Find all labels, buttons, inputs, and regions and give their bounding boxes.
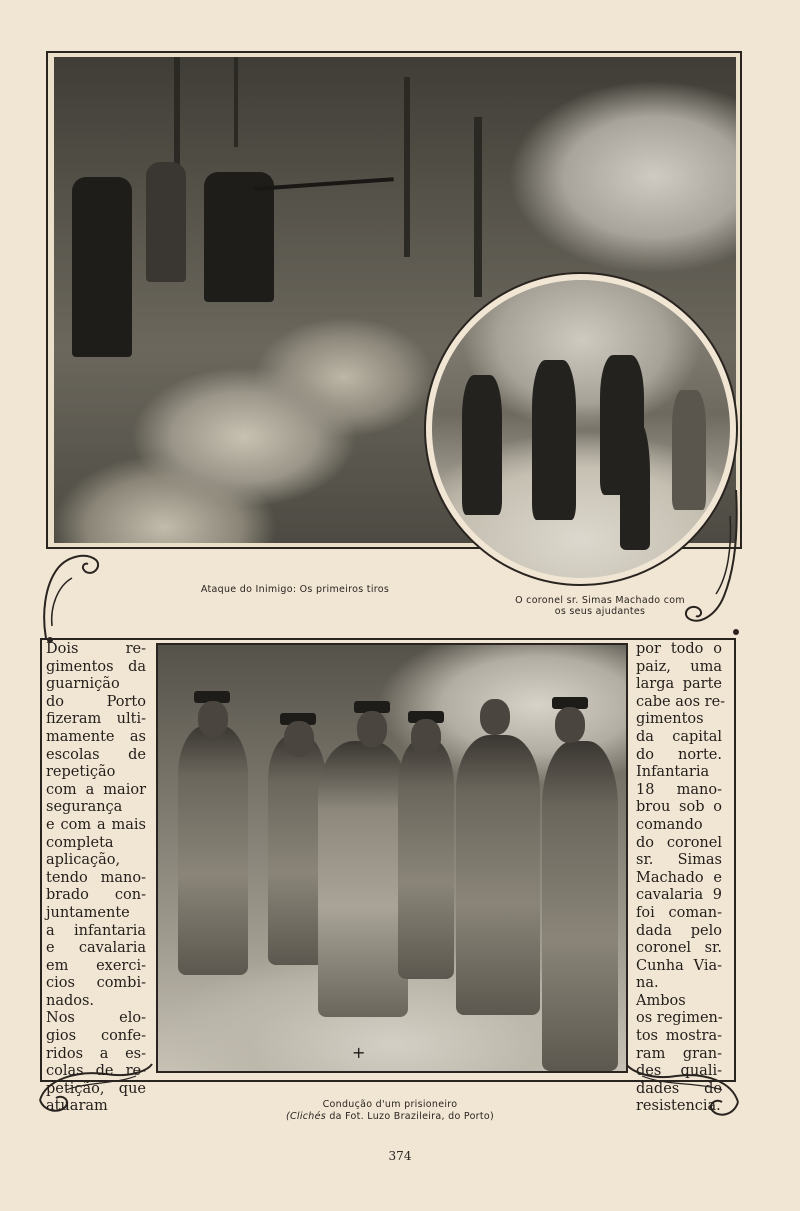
article-line: larga parte: [636, 676, 722, 693]
caption-credit-italic: (Clichés: [285, 1111, 326, 1122]
article-right-column: [636, 641, 726, 1116]
article-line: gios confe-: [46, 1028, 146, 1045]
photo-prisoner-escort: [156, 643, 628, 1073]
article-line: petição, que: [46, 1080, 146, 1097]
bottom-photo-caption: [200, 1099, 580, 1123]
article-line: completa: [46, 834, 114, 851]
article-line: do Porto: [46, 693, 146, 710]
article-line: Nos elo-: [46, 1010, 146, 1027]
article-line: ridos a es-: [46, 1045, 146, 1062]
article-line: do coronel: [636, 834, 722, 851]
article-line: por todo o: [636, 641, 722, 657]
article-line: Infantaria: [636, 764, 710, 781]
horse-rider: [462, 375, 502, 515]
article-line: e cavalaria: [46, 940, 146, 957]
circle-photo-caption: [490, 595, 710, 617]
article-line: segurança: [46, 799, 123, 816]
soldier-figure: [398, 739, 454, 979]
tree-trunk: [404, 77, 410, 257]
article-line: mamente as: [46, 728, 146, 745]
article-line: tos mostra-: [636, 1028, 722, 1045]
article-line: Ambos: [636, 992, 686, 1009]
article-line: os regimen-: [636, 1010, 723, 1027]
article-line: tendo mano-: [46, 869, 146, 886]
article-line: Machado e: [636, 869, 722, 886]
article-line: comando: [636, 816, 703, 833]
article-line: e com a mais: [46, 816, 146, 833]
soldier-head: [411, 719, 441, 755]
article-line: juntamente: [46, 904, 130, 921]
article-line: des quali-: [636, 1063, 722, 1080]
soldier-figure: [542, 741, 618, 1071]
article-line: 18 mano-: [636, 781, 722, 798]
article-line: Dois re-: [46, 641, 146, 657]
photo-mark: +: [352, 1043, 366, 1062]
article-line: brou sob o: [636, 799, 722, 816]
rifle: [254, 177, 394, 191]
caption-line: os seus ajudantes: [554, 606, 646, 617]
top-photo-caption: Ataque do Inimigo: Os primeiros tiros: [200, 584, 390, 595]
article-line: com a maior: [46, 781, 146, 798]
left-scroll-ornament: [38, 546, 102, 646]
soldier-figure: [178, 725, 248, 975]
soldier-head: [198, 701, 228, 737]
tree-trunk: [234, 57, 238, 147]
article-line: dada pelo: [636, 922, 722, 939]
article-line: escolas de: [46, 746, 146, 763]
article-line: paiz, uma: [636, 658, 722, 675]
article-line: fizeram ulti-: [46, 711, 146, 728]
page-number: 374: [388, 1149, 412, 1163]
caption-line: O coronel sr. Simas Machado com: [515, 595, 685, 606]
prisoner-figure: [318, 741, 408, 1017]
article-line: da capital: [636, 728, 722, 745]
soldier-head: [480, 699, 510, 735]
article-line: brado con-: [46, 887, 146, 904]
article-line: na.: [636, 975, 659, 992]
rifleman-figure: [204, 172, 274, 302]
article-line: sr. Simas: [636, 852, 722, 869]
horse-rider: [532, 360, 576, 520]
caption-line: Condução d'um prisioneiro: [322, 1099, 458, 1110]
article-left-column: [46, 641, 146, 1116]
soldier-figure: [456, 735, 540, 1015]
soldier-head: [555, 707, 585, 743]
article-line: foi coman-: [636, 904, 722, 921]
article-line: ram gran-: [636, 1045, 722, 1062]
right-scroll-ornament: [680, 486, 742, 636]
article-line: dades de: [636, 1080, 722, 1097]
soldier-head: [357, 711, 387, 747]
article-line: resistencia.: [636, 1098, 721, 1115]
article-line: cios combi-: [46, 975, 146, 992]
man-in-hat-figure: [72, 177, 132, 357]
tree-trunk: [474, 117, 482, 297]
article-line: colas de re-: [46, 1063, 146, 1080]
article-line: cavalaria 9: [636, 887, 722, 904]
soldier-head: [284, 721, 314, 757]
article-line: do norte.: [636, 746, 722, 763]
article-line: cabe aos re-: [636, 693, 726, 710]
soldier-figure: [146, 162, 186, 282]
caption-credit: [200, 1111, 580, 1123]
article-line: guarnição: [46, 676, 120, 693]
article-line: a infantaria: [46, 922, 146, 939]
caption-credit-rest: da Fot. Luzo Brazileira, do Porto): [326, 1111, 495, 1122]
article-line: coronel sr.: [636, 940, 722, 957]
walking-man: [620, 420, 650, 550]
article-line: Cunha Via-: [636, 957, 722, 974]
article-line: repetição: [46, 764, 116, 781]
article-line: em exerci-: [46, 957, 146, 974]
article-line: nados.: [46, 992, 95, 1009]
article-line: gimentos: [636, 711, 704, 728]
article-line: gimentos da: [46, 658, 146, 675]
article-line: atuaram: [46, 1098, 108, 1115]
article-line: aplicação,: [46, 852, 121, 869]
